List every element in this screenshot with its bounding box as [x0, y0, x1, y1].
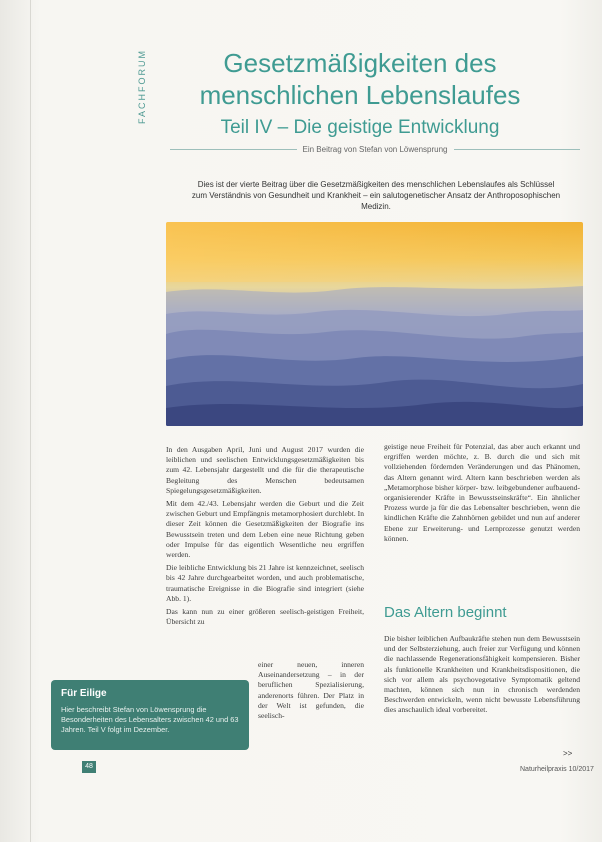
title-line-1: Gesetzmäßigkeiten des [223, 48, 497, 79]
section-label: FACHFORUM [137, 49, 147, 124]
byline-text: Ein Beitrag von Stefan von Löwensprung [302, 145, 448, 154]
hero-image [166, 222, 583, 426]
mountain-sunset-illustration [166, 222, 583, 426]
teaser-text: Dies ist der vierte Beitrag über die Gesetzmäßigkeiten des menschlichen Lebenslaufes als Schlüssel zum Verständnis von Gesundheit und Krankheit – ein salutogenetischer Ansatz der Anthroposophischen Medizin. [191, 180, 561, 211]
byline-rule-left [170, 149, 297, 150]
summary-box-text: Hier beschreibt Stefan von Löwensprung die Besonderheiten des Lebensalters zwischen 42 und 63 Jahren. Teil V folgt im Dezember. [61, 705, 239, 734]
body-paragraph: Das kann nun zu einer größeren seelisch-geistigen Freiheit, Übersicht zu [166, 607, 364, 627]
body-column-right-lower [384, 634, 580, 719]
section-heading: Das Altern beginnt [384, 604, 507, 621]
body-paragraph: In den Ausgaben April, Juni und August 2017 wurden die leiblichen und seelischen Entwicklungsgesetzmäßigkeiten bis zum 42. Lebensjahr dargestellt und die für die therapeutische Begleitung des Menschen bedeutsamen Spiegelungsgesetzmäßigkeiten. [166, 445, 364, 495]
body-column-left [166, 445, 364, 630]
continue-marker: >> [563, 749, 573, 758]
body-paragraph: geistige neue Freiheit für Potenzial, das aber auch erkannt und ergriffen werden möchte, z. B. durch die und sich mit vollziehenden fördernden Veränderungen und das Phänomen, das Altern genannt wird. Altern kann beschrieben werden als „Metamorphose bisher körper- bzw. leibgebundener aufbauend-organisierender Kräfte in Bewusstseinskräfte“. Ein ähnlicher Prozess wurde ja für die das Lebensalter beschrieben, wenn die kindlichen Kräfte die Zahnhörnen gebildet und nun auf anderer Ebene zur Erweiterung- und Lernprozesse genutzt werden können. [384, 442, 580, 543]
body-column-left-continued: einer neuen, inneren Auseinandersetzung – in der beruflichen Spezialisierung, anderenorts führen. Der Platz in der Welt ist gefunden, die seelisch- [258, 660, 364, 721]
summary-box [51, 680, 249, 750]
body-paragraph: Mit dem 42./43. Lebensjahr werden die Geburt und die Zeit zwischen Geburt und Empfängnis metamorphosiert durchlebt. In dieser Zeit können die Gesetzmäßigkeiten der Biografie ins Bewusstsein treten und dem Leben eine neue Richtung geben oder Impulse für das eigentlich Wesentliche neu ergriffen werden. [166, 499, 364, 560]
page-fold-line [30, 0, 31, 842]
byline-rule-right [454, 149, 581, 150]
summary-box-heading: Für Eilige [61, 688, 107, 699]
body-paragraph: Die leibliche Entwicklung bis 21 Jahre ist kennzeichnet, seelisch bis 42 Jahre durchgearbeitet worden, und auch problematische, traumatische Ereignisse in die Biografie sind integriert (siehe Abb. 1). [166, 563, 364, 603]
body-column-right [384, 442, 580, 547]
byline [170, 145, 580, 154]
page-number: 48 [82, 761, 96, 773]
article-subtitle: Teil IV – Die geistige Entwicklung [220, 117, 500, 139]
journal-footer: Naturheilpraxis 10/2017 [520, 766, 594, 773]
title-line-2: menschlichen Lebenslaufes [199, 80, 521, 111]
body-paragraph: Die bisher leiblichen Aufbaukräfte stehen nun dem Bewusstsein und der Selbsterziehung, auch freier zur Verfügung und können die nachlassende Regenerationsfähigkeit kompensieren. Bisher als funktionelle Krankheiten und Krankheitsdispositionen, die sich vor allem als psychovegetative Symptomatik geltend machten, können sich nun in chronisch werdenden Beschwerden entwickeln, wenn nicht bewusste Lebensführung dies anschaulich ideal vorbereitet. [384, 634, 580, 715]
article-title [160, 47, 560, 141]
